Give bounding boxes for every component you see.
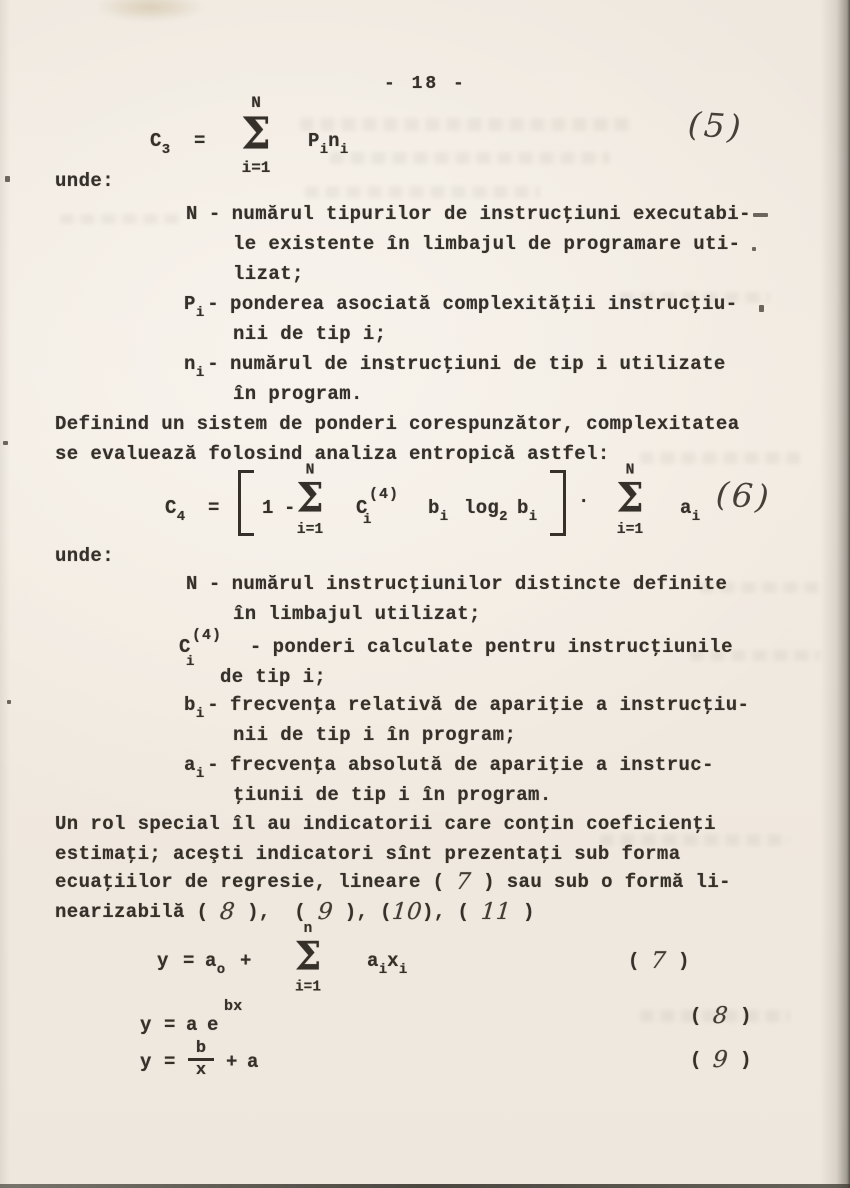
definition-text: de tip i; (220, 666, 327, 688)
paragraph-line: Definind un sistem de ponderi corespunzător, complexitatea (55, 413, 740, 435)
left-edge-shade (0, 0, 10, 1188)
handwritten-number: 10 (390, 899, 424, 925)
dash: - (207, 694, 220, 716)
sigma-symbol: Σ (294, 932, 322, 979)
plus-sign: + (226, 1051, 238, 1073)
definition-text: nii de tip i în program; (233, 724, 517, 746)
summation (281, 461, 340, 537)
where-label: unde: (55, 545, 115, 567)
ink-speck (752, 247, 756, 251)
definition-text: ponderea asociată complexităţii instrucţiu- (230, 293, 738, 315)
plus-sign: + (240, 950, 252, 972)
bleed-through-smudge (640, 452, 800, 464)
dash: - (207, 353, 220, 375)
formula-5-lhs: $C_3$ (150, 130, 171, 158)
definition-text: în program. (233, 383, 363, 405)
summation (279, 920, 337, 995)
equation-number-6: (6) (714, 474, 774, 517)
summation (601, 461, 660, 537)
page-number: - 18 - (384, 74, 467, 94)
ink-speck (753, 213, 768, 217)
minus-sign: - (284, 497, 296, 519)
a-term: $a_i$ (680, 497, 701, 525)
fraction (186, 1040, 216, 1079)
b-term: $b_i$ (517, 497, 538, 525)
sum-lower-limit: i=1 (616, 521, 644, 538)
sigma-symbol: Σ (241, 108, 271, 159)
bottom-page-edge (0, 1184, 850, 1188)
definition-text: lizat; (233, 263, 304, 285)
aixi-term: $a_ix_i$ (367, 950, 408, 978)
definition-text: numărul tipurilor de instrucţiuni executabi- (231, 203, 751, 225)
paragraph-line: estimaţi; aceşti indicatori sînt prezentaţi sub forma (55, 843, 681, 865)
dash: - (249, 636, 262, 658)
coefficient-term: C (4) i (356, 486, 400, 528)
paragraph-line: nearizabilă ( 8 ), ( 9 ), (10), ( 11 ) (55, 899, 535, 925)
equals-sign: = (164, 1051, 176, 1073)
sum-upper-limit: N (305, 461, 315, 478)
equation-number-9: ( 9 ) (690, 1047, 752, 1073)
sum-upper-limit: n (303, 920, 313, 937)
multiplication-dot: · (578, 490, 590, 512)
sum-upper-limit: N (625, 461, 635, 478)
definition-text: frecvenţa relativă de apariţie a instrucţiu- (230, 694, 750, 716)
y-variable: y (140, 1014, 152, 1036)
a0-term: $a_o$ (205, 950, 226, 978)
a-coefficient: a (186, 1014, 198, 1036)
definition-text: nii de tip i; (233, 323, 387, 345)
definition-term: N - numărul instrucţiunilor distincte definite (186, 573, 728, 595)
dash: - (207, 293, 220, 315)
formula-5-terms: $P_in_i$ (308, 130, 349, 158)
equation-number-5: (5) (686, 104, 746, 147)
dash: - (208, 573, 221, 595)
definition-text: ponderi calculate pentru instrucţiunile (272, 636, 733, 658)
sum-upper-limit: N (251, 94, 261, 112)
bleed-through-smudge (305, 186, 540, 198)
definition-term: $b_i$ - frecvenţa relativă de apariţie a instrucţiu- (184, 694, 750, 722)
constant-one: 1 (262, 497, 274, 519)
definition-text: frecvenţa absolută de apariţie a instruc- (230, 754, 714, 776)
definition-text: numărul instrucţiunilor distincte definite (231, 573, 728, 595)
handwritten-number: 8 (219, 899, 237, 925)
paragraph-line: se evaluează folosind analiza entropică astfel: (55, 443, 610, 465)
bracket-right (550, 470, 566, 536)
definition-term: $a_i$ - frecvenţa absolută de apariţie a instruc- (184, 754, 714, 782)
equals-sign: = (183, 950, 195, 972)
paragraph-line: Un rol special îl au indicatorii care conţin coeficienţi (55, 813, 716, 835)
denominator: x (195, 1061, 207, 1080)
equals-sign: = (194, 130, 206, 152)
b-term: $b_i$ (428, 497, 449, 525)
formula-6-lhs: $C_4$ (165, 497, 186, 525)
equals-sign: = (164, 1014, 176, 1036)
bleed-through-smudge (300, 118, 630, 131)
e-base: e (207, 1014, 219, 1036)
equals-sign: = (208, 497, 220, 519)
y-variable: y (157, 950, 169, 972)
bracket-left (238, 470, 254, 536)
definition-text: ţiunii de tip i în program. (233, 784, 552, 806)
definition-text: în limbajul utilizat; (233, 603, 481, 625)
handwritten-number: 11 (479, 899, 513, 925)
ink-speck (759, 305, 764, 312)
dash: - (207, 754, 220, 776)
where-label: unde: (55, 170, 115, 192)
sum-lower-limit: i=1 (296, 521, 324, 538)
paper-stain (95, 0, 205, 22)
sum-lower-limit: i=1 (295, 978, 321, 995)
a-term: a (247, 1051, 259, 1073)
bleed-through-smudge (60, 214, 180, 224)
y-variable: y (140, 1051, 152, 1073)
definition-term: $P_i$ - ponderea asociată complexităţii instrucţiu- (184, 293, 738, 321)
equation-number-8: ( 8 ) (690, 1003, 752, 1029)
definition-text: le existente în limbajul de programare uti- (233, 233, 741, 255)
definition-term: N - numărul tipurilor de instrucţiuni executabi- (186, 203, 751, 225)
equation-number-7: ( 7 ) (628, 948, 690, 974)
log-term: $\log_2$ (464, 497, 508, 525)
sigma-symbol: Σ (616, 474, 644, 522)
numerator: b (195, 1039, 207, 1058)
handwritten-number: 9 (316, 899, 335, 925)
exponent: bx (224, 998, 243, 1015)
sigma-symbol: Σ (296, 474, 324, 522)
dash: - (208, 203, 221, 225)
bleed-through-smudge (330, 152, 610, 164)
paragraph-line: ecuaţiilor de regresie, lineare ( 7 ) sau sub o formă li- (55, 869, 731, 895)
sum-lower-limit: i=1 (241, 159, 271, 177)
definition-text: numărul de instrucţiuni de tip i utilizate (230, 353, 726, 375)
right-edge-shadow (820, 0, 850, 1188)
handwritten-number: 7 (455, 869, 473, 895)
definition-term: $n_i$ - numărul de instrucţiuni de tip i utilizate (184, 353, 726, 381)
definition-term: C (4) i - ponderi calculate pentru instrucţiunile (179, 627, 733, 670)
summation (224, 94, 288, 177)
